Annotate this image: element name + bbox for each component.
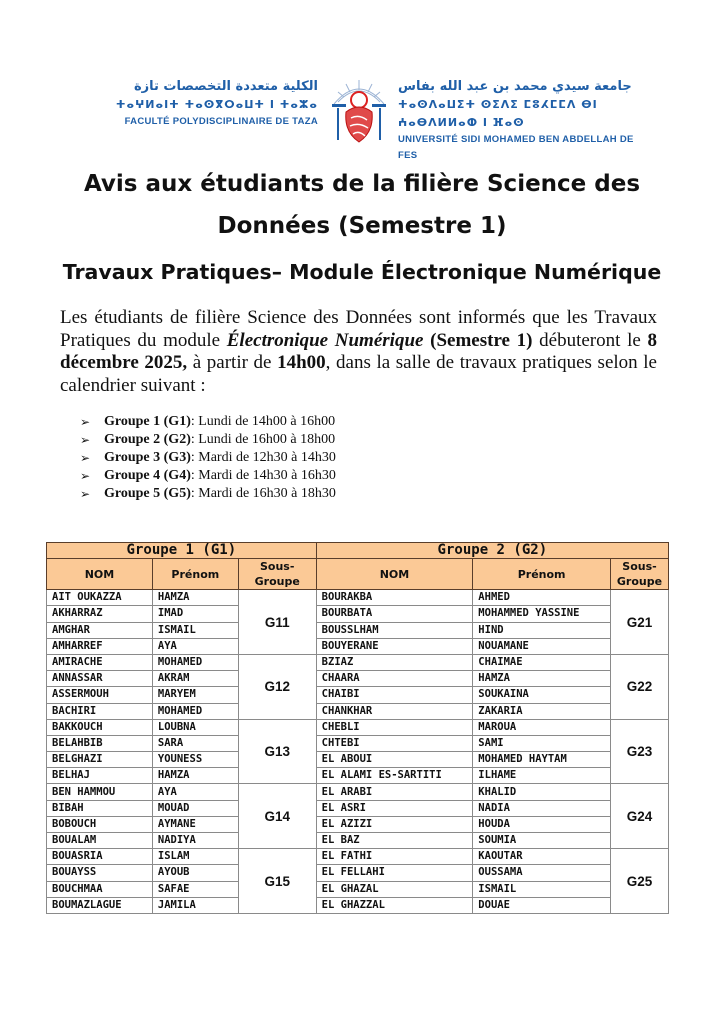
group-label: Groupe 2 (G2) <box>104 432 191 447</box>
student-prenom: HIND <box>473 622 611 638</box>
student-nom: CHAARA <box>316 671 473 687</box>
student-prenom: HOUDA <box>473 816 611 832</box>
arrow-bullet-icon: ➢ <box>80 433 91 447</box>
table-row <box>47 590 669 606</box>
subgroup-label: G11 <box>238 590 316 655</box>
table-row <box>47 752 669 768</box>
student-prenom: SARA <box>152 735 238 751</box>
student-prenom: CHAIMAE <box>473 654 611 670</box>
student-nom: BOUASRIA <box>47 849 153 865</box>
subgroup-label: G22 <box>610 654 668 719</box>
student-nom: BOUYERANE <box>316 638 473 654</box>
module-name: Électronique Numérique <box>226 329 424 351</box>
table-row <box>47 784 669 800</box>
faculty-name-tifinagh: ⵜⴰⵖⵍⴰⵏⵜ ⵜⴰⵙⴳⵔⴰⵡⵜ ⵏ ⵜⴰⵣⴰ <box>115 98 318 111</box>
student-nom: BELGHAZI <box>47 752 153 768</box>
student-nom: BOBOUCH <box>47 816 153 832</box>
table-row <box>47 671 669 687</box>
schedule-item <box>80 449 336 467</box>
subgroup-label: G15 <box>238 849 316 914</box>
student-nom: EL ASRI <box>316 800 473 816</box>
student-prenom: ISMAIL <box>152 622 238 638</box>
student-prenom: IMAD <box>152 606 238 622</box>
group-label: Groupe 1 (G1) <box>104 414 191 429</box>
student-nom: CHAIBI <box>316 687 473 703</box>
column-header-prenom: Prénom <box>152 559 238 590</box>
document-letterhead <box>90 78 640 161</box>
student-nom: EL FATHI <box>316 849 473 865</box>
table-row <box>47 816 669 832</box>
student-prenom: MOHAMED HAYTAM <box>473 752 611 768</box>
university-name-french: UNIVERSITÉ SIDI MOHAMED BEN ABDELLAH DE FES <box>398 134 634 161</box>
semester-label: (Semestre 1) <box>430 329 533 351</box>
student-nom: EL ARABI <box>316 784 473 800</box>
faculty-name-block <box>90 78 318 130</box>
student-nom: EL AZIZI <box>316 816 473 832</box>
column-header-sous-groupe: Sous-Groupe <box>238 559 316 590</box>
arrow-bullet-icon: ➢ <box>80 415 91 429</box>
notice-title: Avis aux étudiants de la filière Science des Données (Semestre 1) <box>83 171 641 239</box>
student-nom: BELHAJ <box>47 768 153 784</box>
table-row <box>47 622 669 638</box>
intro-paragraph <box>60 307 657 397</box>
student-prenom: ISMAIL <box>473 881 611 897</box>
schedule-list <box>80 413 336 503</box>
student-prenom: SOUMIA <box>473 833 611 849</box>
student-nom: EL GHAZAL <box>316 881 473 897</box>
faculty-name-french: FACULTÉ POLYDISCIPLINAIRE DE TAZA <box>124 116 318 127</box>
student-prenom: MOUAD <box>152 800 238 816</box>
student-prenom: NADIYA <box>152 833 238 849</box>
student-nom: ASSERMOUH <box>47 687 153 703</box>
student-prenom: MOHAMED <box>152 654 238 670</box>
student-prenom: AYA <box>152 638 238 654</box>
student-prenom: KHALID <box>473 784 611 800</box>
student-prenom: ISLAM <box>152 849 238 865</box>
student-prenom: HAMZA <box>473 671 611 687</box>
start-time: 14h00 <box>277 352 326 373</box>
table-row <box>47 719 669 735</box>
column-header-nom: NOM <box>47 559 153 590</box>
student-nom: EL ALAMI ES-SARTITI <box>316 768 473 784</box>
student-nom: CHTEBI <box>316 735 473 751</box>
student-prenom: MOHAMED <box>152 703 238 719</box>
time-slot: : Mardi de 12h30 à 14h30 <box>190 450 336 465</box>
student-nom: AIT OUKAZZA <box>47 590 153 606</box>
subgroup-label: G24 <box>610 784 668 849</box>
student-nom: CHEBLI <box>316 719 473 735</box>
student-prenom: KAOUTAR <box>473 849 611 865</box>
student-prenom: HAMZA <box>152 768 238 784</box>
student-prenom: AYA <box>152 784 238 800</box>
student-nom: BOUSSLHAM <box>316 622 473 638</box>
student-nom: EL FELLAHI <box>316 865 473 881</box>
student-nom: BZIAZ <box>316 654 473 670</box>
student-nom: ANNASSAR <box>47 671 153 687</box>
subgroup-label: G25 <box>610 849 668 914</box>
student-prenom: AHMED <box>473 590 611 606</box>
student-nom: BACHIRI <box>47 703 153 719</box>
student-nom: BOUALAM <box>47 833 153 849</box>
student-nom: EL ABOUI <box>316 752 473 768</box>
table-row <box>47 735 669 751</box>
student-prenom: MARYEM <box>152 687 238 703</box>
student-prenom: JAMILA <box>152 897 238 913</box>
student-prenom: MAROUA <box>473 719 611 735</box>
table-row <box>47 606 669 622</box>
time-slot: : Lundi de 16h00 à 18h00 <box>190 432 336 447</box>
groups-table-body <box>47 590 669 914</box>
notice-subtitle: Travaux Pratiques– Module Électronique Numérique <box>62 260 662 284</box>
university-name-block <box>398 78 638 164</box>
subgroup-label: G14 <box>238 784 316 849</box>
subgroup-label: G23 <box>610 719 668 784</box>
student-nom: AMIRACHE <box>47 654 153 670</box>
faculty-name-arabic: الكلية متعددة التخصصات تازة <box>133 79 318 94</box>
intro-text: à partir de <box>187 352 278 373</box>
student-nom: BAKKOUCH <box>47 719 153 735</box>
table-row <box>47 638 669 654</box>
student-nom: BOURBATA <box>316 606 473 622</box>
student-prenom: LOUBNA <box>152 719 238 735</box>
student-prenom: NOUAMANE <box>473 638 611 654</box>
student-prenom: AKRAM <box>152 671 238 687</box>
student-prenom: ILHAME <box>473 768 611 784</box>
intro-text: débuteront le <box>532 329 648 351</box>
student-prenom: YOUNESS <box>152 752 238 768</box>
subgroup-label: G21 <box>610 590 668 655</box>
student-prenom: AYMANE <box>152 816 238 832</box>
table-row <box>47 881 669 897</box>
column-header-sous-groupe: Sous-Groupe <box>610 559 668 590</box>
student-nom: CHANKHAR <box>316 703 473 719</box>
student-nom: AMGHAR <box>47 622 153 638</box>
groups-table <box>46 542 669 914</box>
group2-header: Groupe 2 (G2) <box>316 543 668 559</box>
subgroup-label: G13 <box>238 719 316 784</box>
student-nom: BOUAYSS <box>47 865 153 881</box>
intro-text: , dans la salle de travaux pratiques selon le calendrier suivant : <box>60 352 657 396</box>
student-nom: AMHARREF <box>47 638 153 654</box>
time-slot: : Mardi de 16h30 à 18h30 <box>190 486 336 501</box>
time-slot: : Mardi de 14h30 à 16h30 <box>190 468 336 483</box>
group1-header: Groupe 1 (G1) <box>47 543 317 559</box>
time-slot: : Lundi de 14h00 à 16h00 <box>190 414 336 429</box>
student-prenom: SOUKAINA <box>473 687 611 703</box>
university-crest-icon <box>326 78 392 144</box>
table-row <box>47 768 669 784</box>
student-nom: EL BAZ <box>316 833 473 849</box>
university-name-tifinagh: ⵜⴰⵙⴷⴰⵡⵉⵜ ⵙⵉⴷⵉ ⵎⵓⵃⵎⵎⴷ ⴱⵏ ⵄⴰⴱⴷⵍⵍⴰⵀ ⵏ ⴼⴰⵙ <box>398 98 598 129</box>
student-nom: BEN HAMMOU <box>47 784 153 800</box>
student-prenom: DOUAE <box>473 897 611 913</box>
arrow-bullet-icon: ➢ <box>80 451 91 465</box>
table-row <box>47 849 669 865</box>
student-prenom: NADIA <box>473 800 611 816</box>
student-prenom: AYOUB <box>152 865 238 881</box>
subgroup-label: G12 <box>238 654 316 719</box>
schedule-item <box>80 485 336 503</box>
student-nom: EL GHAZZAL <box>316 897 473 913</box>
group-label: Groupe 3 (G3) <box>104 450 191 465</box>
table-row <box>47 833 669 849</box>
group-label: Groupe 4 (G4) <box>104 468 191 483</box>
table-row <box>47 687 669 703</box>
student-nom: BELAHBIB <box>47 735 153 751</box>
start-date: 8 décembre 2025, <box>60 329 657 373</box>
schedule-item <box>80 467 336 485</box>
student-prenom: SAMI <box>473 735 611 751</box>
student-prenom: HAMZA <box>152 590 238 606</box>
table-row <box>47 654 669 670</box>
schedule-item <box>80 431 336 449</box>
student-nom: BOUCHMAA <box>47 881 153 897</box>
table-row <box>47 865 669 881</box>
student-nom: BIBAH <box>47 800 153 816</box>
table-row <box>47 897 669 913</box>
group-label: Groupe 5 (G5) <box>104 486 191 501</box>
student-prenom: ZAKARIA <box>473 703 611 719</box>
arrow-bullet-icon: ➢ <box>80 469 91 483</box>
student-nom: BOURAKBA <box>316 590 473 606</box>
arrow-bullet-icon: ➢ <box>80 487 91 501</box>
table-row <box>47 800 669 816</box>
student-nom: BOUMAZLAGUE <box>47 897 153 913</box>
column-header-prenom: Prénom <box>473 559 611 590</box>
student-nom: AKHARRAZ <box>47 606 153 622</box>
table-row <box>47 703 669 719</box>
university-name-arabic: جامعة سيدي محمد بن عبد الله بفاس <box>398 79 632 94</box>
column-header-nom: NOM <box>316 559 473 590</box>
student-prenom: MOHAMMED YASSINE <box>473 606 611 622</box>
student-prenom: SAFAE <box>152 881 238 897</box>
student-prenom: OUSSAMA <box>473 865 611 881</box>
intro-text: Les étudiants de filière Science des Données sont informés que les Travaux Pratiques du module <box>60 307 657 351</box>
schedule-item <box>80 413 336 431</box>
